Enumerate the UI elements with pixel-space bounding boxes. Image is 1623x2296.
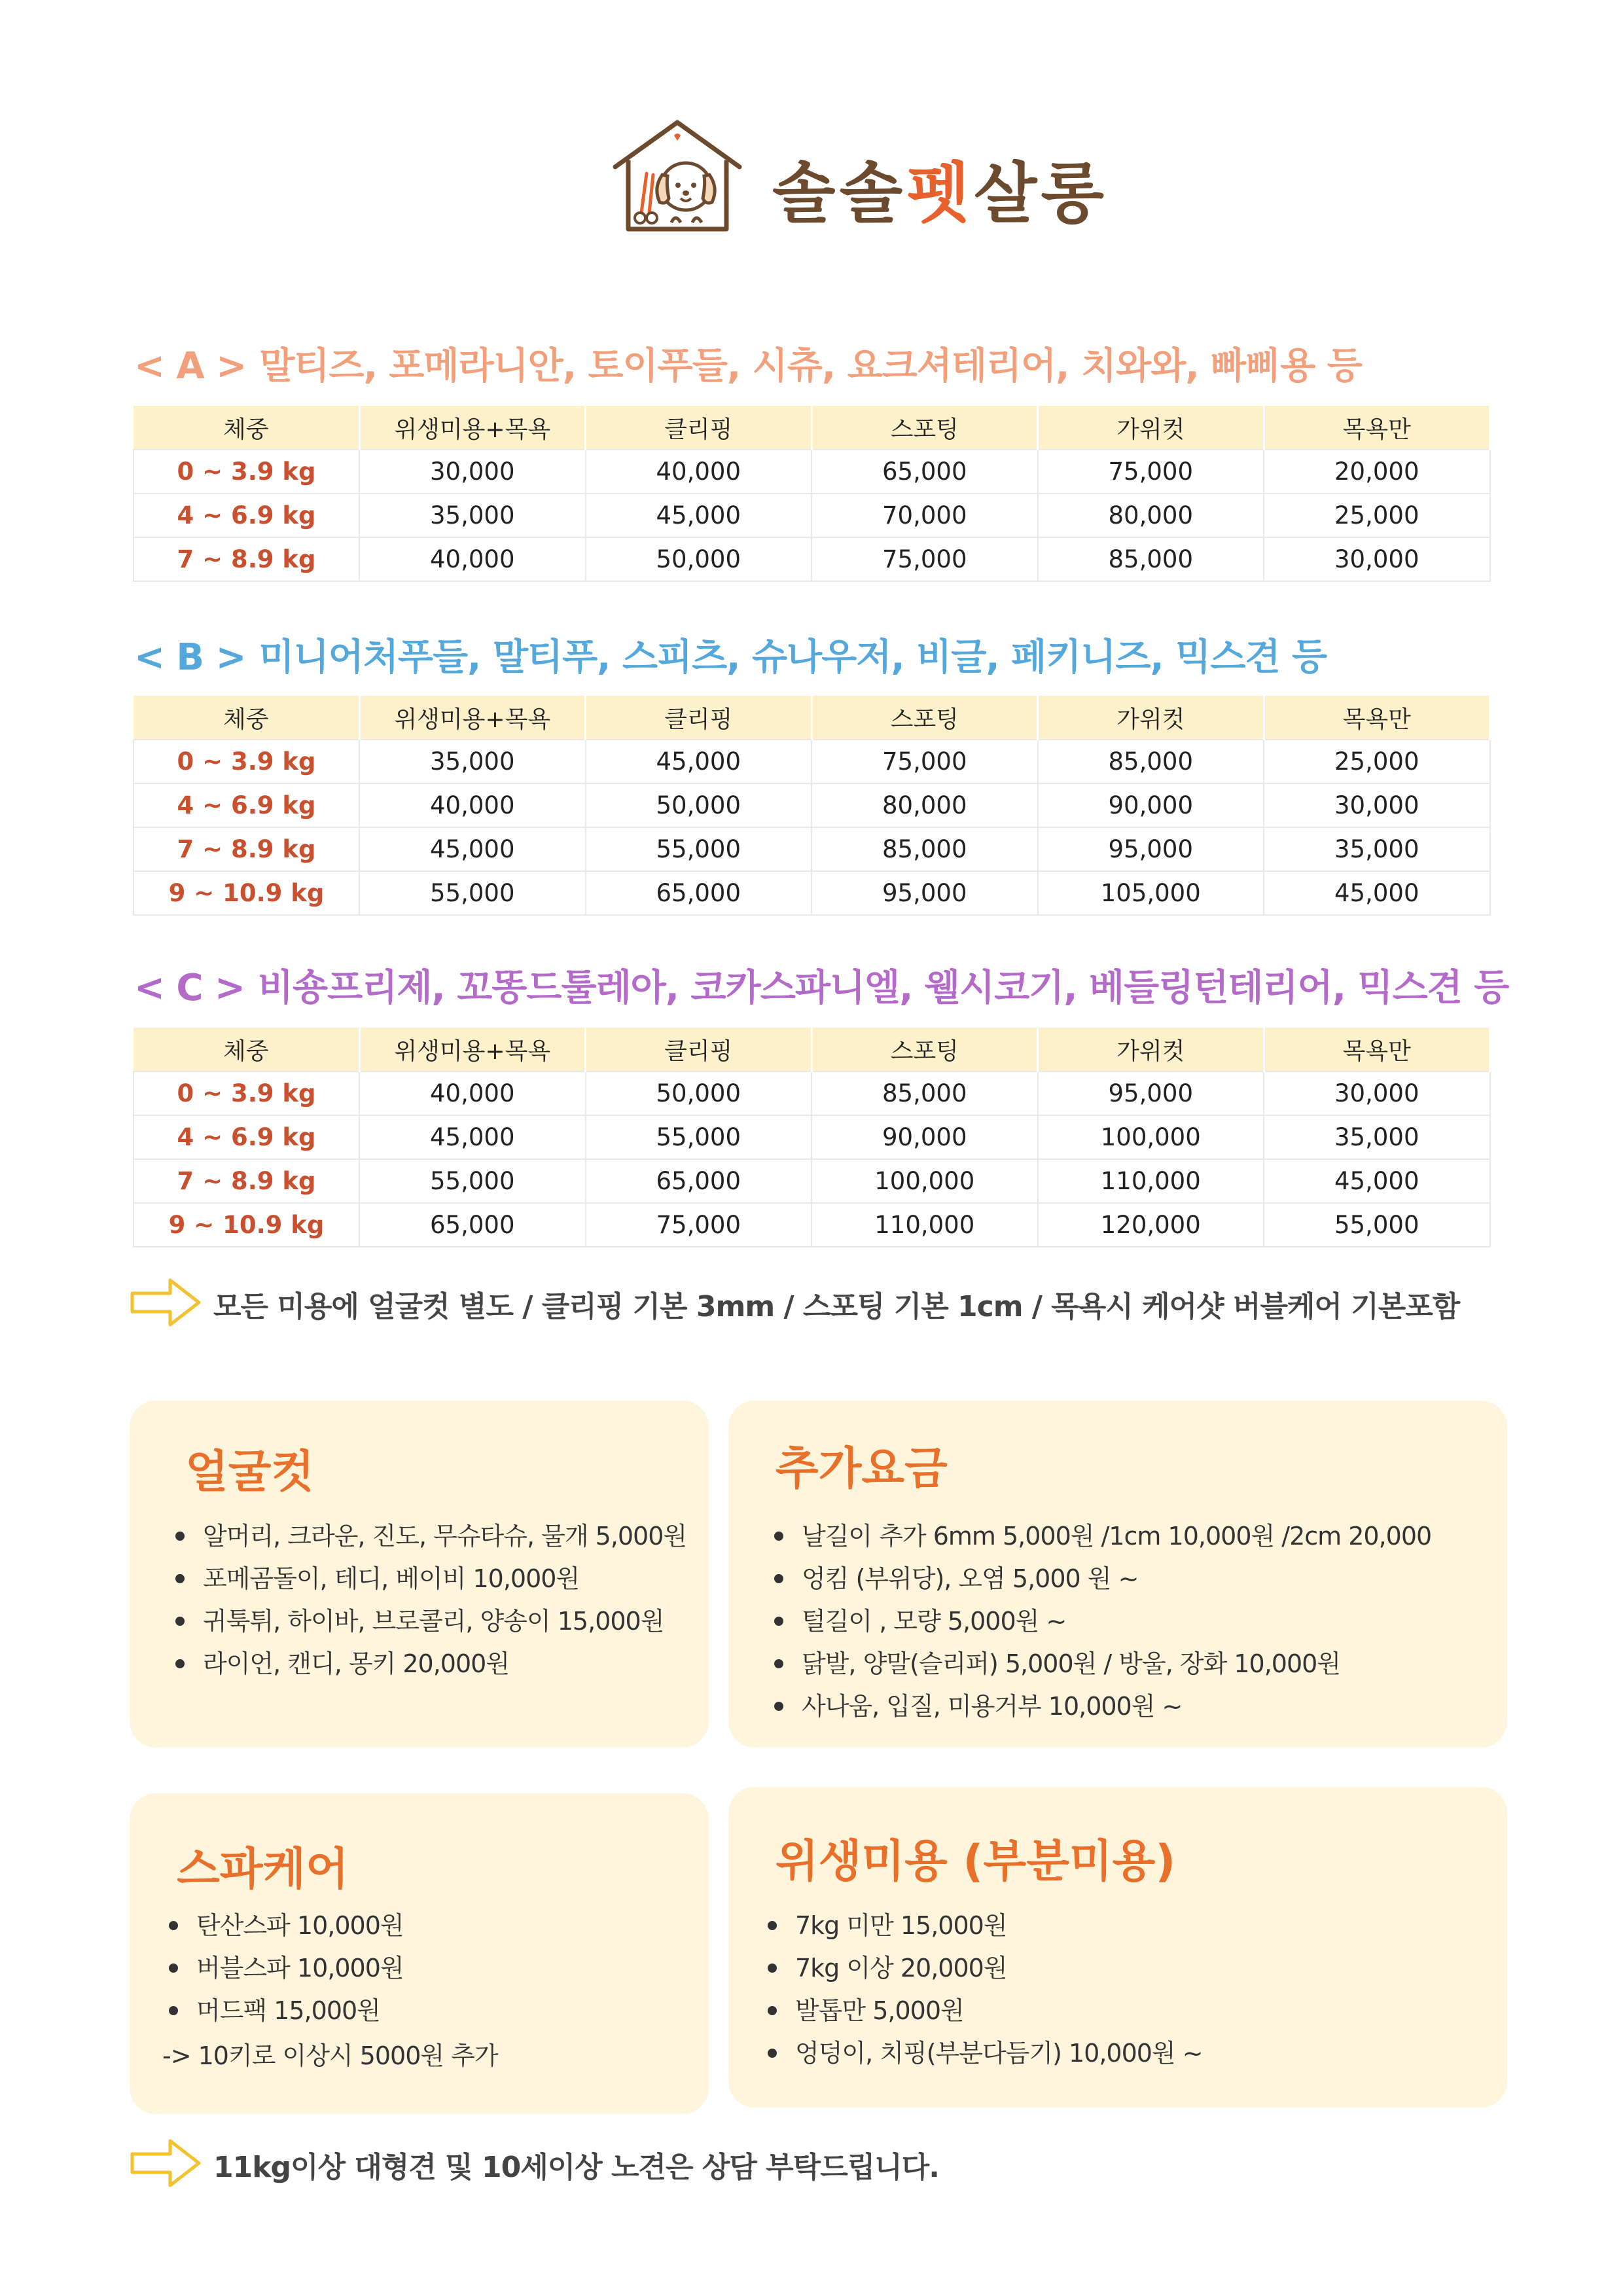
price-cell: 65,000 [586, 1159, 812, 1203]
price-cell: 55,000 [586, 827, 812, 871]
price-cell: 40,000 [586, 450, 812, 493]
price-table-a [133, 406, 1491, 582]
weight-cell: 7 ~ 8.9 kg [134, 827, 359, 871]
col-header: 스포팅 [812, 696, 1038, 740]
note-general [130, 1276, 1537, 1329]
table-row [134, 783, 1490, 827]
price-cell: 30,000 [359, 450, 586, 493]
price-cell: 65,000 [359, 1203, 586, 1247]
price-cell: 85,000 [1038, 740, 1264, 783]
price-cell: 85,000 [1038, 537, 1264, 581]
price-cell: 45,000 [1264, 1159, 1490, 1203]
table-row [134, 1071, 1490, 1115]
section-c-title: < C > 비숑프리제, 꼬똥드툴레아, 코카스파니엘, 웰시코기, 베들링턴테리어, 믹스견 등 [134, 967, 1509, 1009]
price-cell: 70,000 [812, 493, 1038, 537]
table-header-row [134, 406, 1490, 450]
price-cell: 55,000 [359, 1159, 586, 1203]
col-header: 클리핑 [586, 406, 812, 450]
price-cell: 30,000 [1264, 783, 1490, 827]
face-cut-box [130, 1401, 709, 1748]
col-header: 클리핑 [586, 696, 812, 740]
price-cell: 35,000 [1264, 827, 1490, 871]
list-item: 포메곰돌이, 테디, 베이비 10,000원 [175, 1558, 687, 1600]
price-cell: 50,000 [586, 537, 812, 581]
table-row [134, 1115, 1490, 1159]
col-header: 목욕만 [1264, 406, 1490, 450]
weight-cell: 9 ~ 10.9 kg [134, 1203, 359, 1247]
section-a-title: < A > 말티즈, 포메라니안, 토이푸들, 시츄, 요크셔테리어, 치와와, 빠삐용 등 [134, 345, 1362, 387]
list-item: 닭발, 양말(슬리퍼) 5,000원 / 방울, 장화 10,000원 [774, 1643, 1431, 1685]
right-arrow-icon [130, 1276, 203, 1329]
weight-cell: 0 ~ 3.9 kg [134, 740, 359, 783]
price-cell: 35,000 [359, 740, 586, 783]
list-item: 털길이 , 모량 5,000원 ~ [774, 1600, 1431, 1643]
price-cell: 65,000 [812, 450, 1038, 493]
price-cell: 110,000 [812, 1203, 1038, 1247]
price-cell: 25,000 [1264, 740, 1490, 783]
price-cell: 75,000 [812, 740, 1038, 783]
list-item: 엉킴 (부위당), 오염 5,000 원 ~ [774, 1558, 1431, 1600]
price-cell: 30,000 [1264, 1071, 1490, 1115]
price-cell: 45,000 [1264, 871, 1490, 915]
hygiene-box [728, 1787, 1507, 2108]
price-table-c [133, 1028, 1491, 1247]
price-cell: 45,000 [586, 740, 812, 783]
price-cell: 75,000 [1038, 450, 1264, 493]
table-row [134, 740, 1490, 783]
price-cell: 85,000 [812, 827, 1038, 871]
right-arrow-icon [130, 2137, 203, 2189]
price-cell: 80,000 [1038, 493, 1264, 537]
price-cell: 95,000 [1038, 1071, 1264, 1115]
table-row [134, 493, 1490, 537]
price-cell: 55,000 [1264, 1203, 1490, 1247]
price-cell: 80,000 [812, 783, 1038, 827]
table-row [134, 1203, 1490, 1247]
col-header: 가위컷 [1038, 406, 1264, 450]
weight-cell: 7 ~ 8.9 kg [134, 537, 359, 581]
price-cell: 85,000 [812, 1071, 1038, 1115]
price-cell: 95,000 [1038, 827, 1264, 871]
list-item: 알머리, 크라운, 진도, 무슈타슈, 물개 5,000원 [175, 1515, 687, 1558]
weight-cell: 0 ~ 3.9 kg [134, 450, 359, 493]
list-item: 날길이 추가 6mm 5,000원 /1cm 10,000원 /2cm 20,000 [774, 1515, 1431, 1558]
spa-care-box [130, 1793, 709, 2114]
price-cell: 45,000 [586, 493, 812, 537]
list-item: 엉덩이, 치핑(부분다듬기) 10,000원 ~ [768, 2032, 1203, 2075]
table-row [134, 450, 1490, 493]
price-cell: 20,000 [1264, 450, 1490, 493]
list-item: 7kg 이상 20,000원 [768, 1947, 1203, 1990]
weight-cell: 4 ~ 6.9 kg [134, 493, 359, 537]
price-cell: 25,000 [1264, 493, 1490, 537]
col-header: 목욕만 [1264, 1028, 1490, 1071]
col-header: 체중 [134, 1028, 359, 1071]
list-item: 귀툭튀, 하이바, 브로콜리, 양송이 15,000원 [175, 1600, 687, 1643]
col-header: 체중 [134, 406, 359, 450]
list-item: 머드팩 15,000원 [169, 1990, 404, 2032]
price-cell: 65,000 [586, 871, 812, 915]
weight-cell: 4 ~ 6.9 kg [134, 783, 359, 827]
col-header: 체중 [134, 696, 359, 740]
weight-cell: 0 ~ 3.9 kg [134, 1071, 359, 1115]
col-header: 목욕만 [1264, 696, 1490, 740]
price-cell: 55,000 [586, 1115, 812, 1159]
table-row [134, 871, 1490, 915]
price-cell: 90,000 [1038, 783, 1264, 827]
note-consult-text: 11kg이상 대형견 및 10세이상 노견은 상담 부탁드립니다. [213, 2151, 939, 2184]
col-header: 위생미용+목욕 [359, 406, 586, 450]
price-cell: 40,000 [359, 537, 586, 581]
price-cell: 50,000 [586, 1071, 812, 1115]
price-cell: 100,000 [1038, 1115, 1264, 1159]
table-header-row [134, 1028, 1490, 1071]
extra-fee-list [774, 1515, 1431, 1728]
col-header: 스포팅 [812, 406, 1038, 450]
face-cut-title: 얼굴컷 [185, 1446, 315, 1498]
table-row [134, 827, 1490, 871]
note-general-text: 모든 미용에 얼굴컷 별도 / 클리핑 기본 3mm / 스포팅 기본 1cm / 목욕시 케어샷 버블케어 기본포함 [213, 1290, 1460, 1323]
price-cell: 105,000 [1038, 871, 1264, 915]
hygiene-title: 위생미용 (부분미용) [776, 1836, 1176, 1888]
hygiene-list [768, 1905, 1203, 2075]
spa-care-list [169, 1905, 404, 2032]
weight-cell: 9 ~ 10.9 kg [134, 871, 359, 915]
price-cell: 45,000 [359, 1115, 586, 1159]
list-item: 버블스파 10,000원 [169, 1947, 404, 1990]
price-cell: 40,000 [359, 783, 586, 827]
brand-name: 솔솔펫살롱 [772, 155, 1109, 232]
price-cell: 30,000 [1264, 537, 1490, 581]
brand-logo [609, 115, 1109, 239]
price-cell: 95,000 [812, 871, 1038, 915]
weight-cell: 7 ~ 8.9 kg [134, 1159, 359, 1203]
price-cell: 120,000 [1038, 1203, 1264, 1247]
table-header-row [134, 696, 1490, 740]
face-cut-list [175, 1515, 687, 1685]
price-cell: 75,000 [586, 1203, 812, 1247]
price-cell: 35,000 [1264, 1115, 1490, 1159]
price-table-b [133, 696, 1491, 916]
house-dog-scissors-icon [609, 115, 746, 239]
col-header: 가위컷 [1038, 696, 1264, 740]
list-item: 탄산스파 10,000원 [169, 1905, 404, 1947]
extra-fee-box [728, 1401, 1507, 1748]
list-item: 7kg 미만 15,000원 [768, 1905, 1203, 1947]
price-cell: 45,000 [359, 827, 586, 871]
col-header: 위생미용+목욕 [359, 1028, 586, 1071]
price-cell: 90,000 [812, 1115, 1038, 1159]
col-header: 스포팅 [812, 1028, 1038, 1071]
section-b-title: < B > 미니어처푸들, 말티푸, 스피츠, 슈나우저, 비글, 페키니즈, 믹스견 등 [134, 636, 1327, 679]
col-header: 클리핑 [586, 1028, 812, 1071]
weight-cell: 4 ~ 6.9 kg [134, 1115, 359, 1159]
list-item: 라이언, 캔디, 몽키 20,000원 [175, 1643, 687, 1685]
table-row [134, 537, 1490, 581]
price-cell: 75,000 [812, 537, 1038, 581]
price-cell: 55,000 [359, 871, 586, 915]
price-cell: 100,000 [812, 1159, 1038, 1203]
col-header: 가위컷 [1038, 1028, 1264, 1071]
price-cell: 35,000 [359, 493, 586, 537]
price-cell: 110,000 [1038, 1159, 1264, 1203]
spa-care-extra: -> 10키로 이상시 5000원 추가 [162, 2041, 498, 2070]
spa-care-title: 스파케어 [177, 1844, 349, 1895]
price-cell: 40,000 [359, 1071, 586, 1115]
table-row [134, 1159, 1490, 1203]
list-item: 사나움, 입질, 미용거부 10,000원 ~ [774, 1685, 1431, 1728]
note-consult [130, 2137, 1046, 2189]
extra-fee-title: 추가요금 [776, 1443, 948, 1495]
list-item: 발톱만 5,000원 [768, 1990, 1203, 2032]
col-header: 위생미용+목욕 [359, 696, 586, 740]
price-cell: 50,000 [586, 783, 812, 827]
